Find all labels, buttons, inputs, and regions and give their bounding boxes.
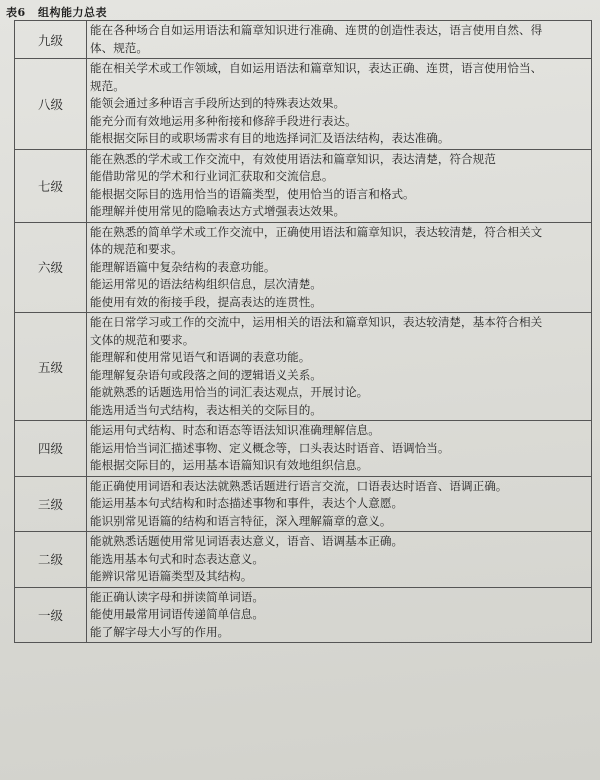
description-line: 能理解语篇中复杂结构的表意功能。 — [90, 259, 276, 274]
description-line: 文体的规范和要求。 — [90, 332, 195, 347]
description-line: 能理解并使用常见的隐喻表达方式增强表达效果。 — [90, 204, 346, 218]
description-line: 能运用基本句式结构和时态描述事物和事件，表达个人意愿。 — [90, 496, 404, 510]
description-line: 能理解和使用常见语气和语调的表意功能。 — [90, 350, 311, 364]
description-line: 能运用常见的语法结构组织信息，层次清楚。 — [90, 277, 322, 291]
table-row-level-7 — [15, 149, 592, 222]
level-description — [87, 476, 592, 532]
level-description — [87, 222, 592, 313]
level-description — [87, 532, 592, 588]
description-line: 体、规范。 — [90, 40, 148, 55]
description-line: 能了解字母大小写的作用。 — [90, 624, 230, 639]
description-line: 能根据交际目的选用恰当的语篇类型，使用恰当的语言和格式。 — [90, 186, 415, 201]
level-label: 七级 — [15, 149, 87, 222]
description-line: 能正确使用词语和表达法就熟悉话题进行语言交流，口语表达时语音、语调正确。 — [90, 478, 508, 493]
table-row-level-9 — [15, 21, 592, 59]
level-description — [87, 149, 592, 222]
level-description — [87, 421, 592, 477]
description-line: 能就熟悉的话题选用恰当的词汇表达观点，开展讨论。 — [90, 385, 369, 399]
level-description — [87, 313, 592, 421]
level-label: 四级 — [15, 421, 87, 477]
level-description — [87, 21, 592, 59]
description-line: 能运用恰当词汇描述事物、定义概念等，口头表达时语音、语调恰当。 — [90, 440, 450, 455]
table-row-level-5 — [15, 313, 592, 421]
table-row-level-1 — [15, 587, 592, 643]
description-line: 能辨识常见语篇类型及其结构。 — [90, 569, 253, 583]
level-label: 六级 — [15, 222, 87, 313]
table-caption — [6, 4, 107, 20]
level-label: 五级 — [15, 313, 87, 421]
description-line: 能运用句式结构、时态和语态等语法知识准确理解信息。 — [90, 423, 380, 437]
level-description — [87, 587, 592, 643]
description-line: 能在熟悉的学术或工作交流中，有效使用语法和篇章知识，表达清楚，符合规范 — [90, 151, 496, 166]
description-line: 能就熟悉话题使用常见词语表达意义，语音、语调基本正确。 — [90, 534, 404, 548]
caption-label: 表6 — [6, 6, 26, 19]
level-label: 三级 — [15, 476, 87, 532]
description-line: 能根据交际目的或职场需求有目的地选择词汇及语法结构，表达准确。 — [90, 131, 450, 145]
description-line: 能借助常见的学术和行业词汇获取和交流信息。 — [90, 169, 334, 183]
description-line: 能正确认读字母和拼读简单词语。 — [90, 589, 264, 604]
description-line: 能领会通过多种语言手段所达到的特殊表达效果。 — [90, 96, 346, 110]
table-row-level-8 — [15, 59, 592, 150]
level-label: 八级 — [15, 59, 87, 150]
description-line: 能选用基本句式和时态表达意义。 — [90, 551, 264, 566]
description-line: 能选用适当句式结构，表达相关的交际目的。 — [90, 402, 322, 417]
caption-title: 组构能力总表 — [38, 6, 107, 19]
level-description — [87, 59, 592, 150]
description-line: 能识别常见语篇的结构和语言特征，深入理解篇章的意义。 — [90, 513, 392, 528]
description-line: 能在相关学术或工作领域，自如运用语法和篇章知识，表达正确、连贯，语言使用恰当、 — [90, 61, 543, 75]
description-line: 能充分而有效地运用多种衔接和修辞手段进行表达。 — [90, 113, 357, 128]
description-line: 能根据交际目的，运用基本语篇知识有效地组织信息。 — [90, 458, 369, 472]
description-line: 能使用最常用词语传递简单信息。 — [90, 607, 264, 621]
description-line: 能使用有效的衔接手段，提高表达的连贯性。 — [90, 294, 322, 309]
description-line: 能理解复杂语句或段落之间的逻辑语义关系。 — [90, 367, 322, 382]
table-row-level-2 — [15, 532, 592, 588]
description-line: 能在日常学习或工作的交流中，运用相关的语法和篇章知识，表达较清楚，基本符合相关 — [90, 315, 543, 329]
ability-table — [14, 20, 592, 643]
level-label: 一级 — [15, 587, 87, 643]
description-line: 规范。 — [90, 78, 125, 93]
level-label: 九级 — [15, 21, 87, 59]
table-row-level-6 — [15, 222, 592, 313]
table-row-level-4 — [15, 421, 592, 477]
table-row-level-3 — [15, 476, 592, 532]
description-line: 能在各种场合自如运用语法和篇章知识进行准确、连贯的创造性表达，语言使用自然、得 — [90, 23, 543, 37]
description-line: 体的规范和要求。 — [90, 242, 183, 256]
level-label: 二级 — [15, 532, 87, 588]
description-line: 能在熟悉的简单学术或工作交流中，正确使用语法和篇章知识，表达较清楚，符合相关文 — [90, 224, 543, 239]
